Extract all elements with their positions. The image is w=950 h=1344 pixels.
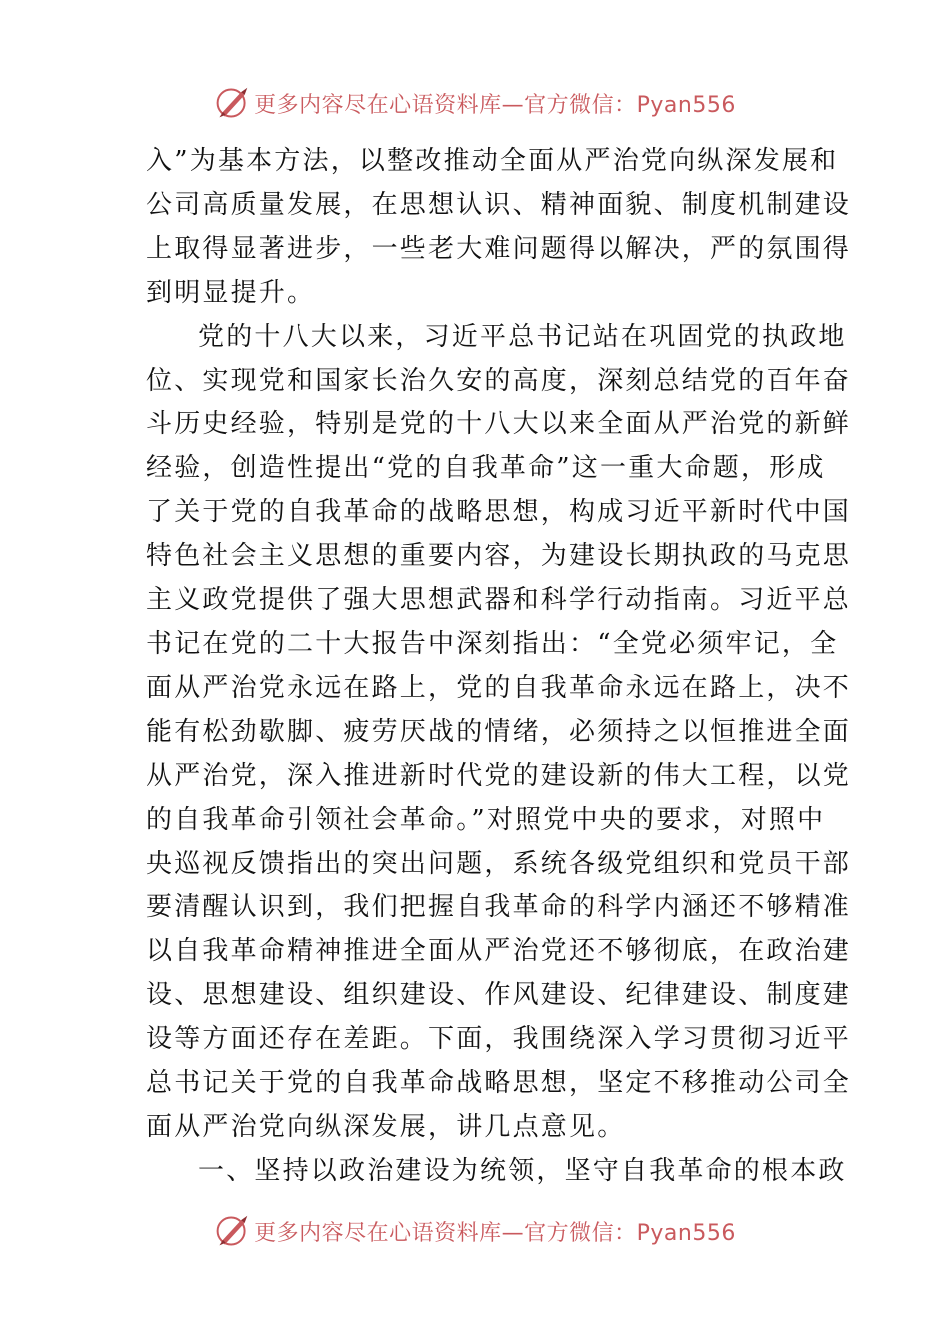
text-line: 总书记关于党的自我革命战略思想，坚定不移推动公司全 [146,1068,852,1099]
text-line: 主义政党提供了强大思想武器和科学行动指南。习近平总 [146,585,852,616]
text-line: 从严治党，深入推进新时代党的建设新的伟大工程，以党 [146,760,852,791]
paragraph-2 [146,316,852,1150]
text-line: 面从严治党向纵深发展，讲几点意见。 [146,1111,626,1142]
text-line: 以自我革命精神推进全面从严治党还不够彻底，在政治建 [146,936,852,967]
text-line: 上取得显著进步，一些老大难问题得以解决，严的氛围得 [146,233,852,264]
pen-quill-logo-icon [214,1213,250,1249]
text-line: 书记在党的二十大报告中深刻指出：“全党必须牢记，全 [146,628,839,659]
text-line: 位、实现党和国家长治久安的高度，深刻总结党的百年奋 [146,365,852,396]
text-line: 了关于党的自我革命的战略思想，构成习近平新时代中国 [146,497,852,528]
header-banner [0,83,950,123]
footer-banner-text: 更多内容尽在心语资料库—官方微信：Pyan556 [254,1220,736,1246]
paragraph-3-heading [146,1150,847,1194]
paragraph-1 [146,140,852,316]
text-line: 经验，创造性提出“党的自我革命”这一重大命题，形成 [146,453,826,484]
header-banner-text: 更多内容尽在心语资料库—官方微信：Pyan556 [254,92,736,118]
pen-quill-logo-icon [214,85,250,121]
text-line: 特色社会主义思想的重要内容，为建设长期执政的马克思 [146,541,852,572]
text-line: 一、坚持以政治建设为统领，坚守自我革命的根本政 [198,1155,847,1186]
text-line: 央巡视反馈指出的突出问题，系统各级党组织和党员干部 [146,848,852,879]
text-line: 入”为基本方法，以整改推动全面从严治党向纵深发展和 [146,146,839,176]
text-line: 公司高质量发展，在思想认识、精神面貌、制度机制建设 [146,189,852,220]
text-line: 设、思想建设、组织建设、作风建设、纪律建设、制度建 [146,980,852,1011]
text-line: 面从严治党永远在路上，党的自我革命永远在路上，决不 [146,672,852,703]
footer-banner [0,1211,950,1251]
text-line: 能有松劲歇脚、疲劳厌战的情绪，必须持之以恒推进全面 [146,716,852,747]
text-line: 要清醒认识到，我们把握自我革命的科学内涵还不够精准 [146,892,852,923]
text-line: 到明显提升。 [146,277,316,308]
text-line: 党的十八大以来，习近平总书记站在巩固党的执政地 [198,321,847,352]
document-body [146,140,852,1194]
text-line: 斗历史经验，特别是党的十八大以来全面从严治党的新鲜 [146,409,852,440]
text-line: 的自我革命引领社会革命。”对照党中央的要求，对照中 [146,804,826,835]
text-line: 设等方面还存在差距。下面，我围绕深入学习贯彻习近平 [146,1024,852,1055]
